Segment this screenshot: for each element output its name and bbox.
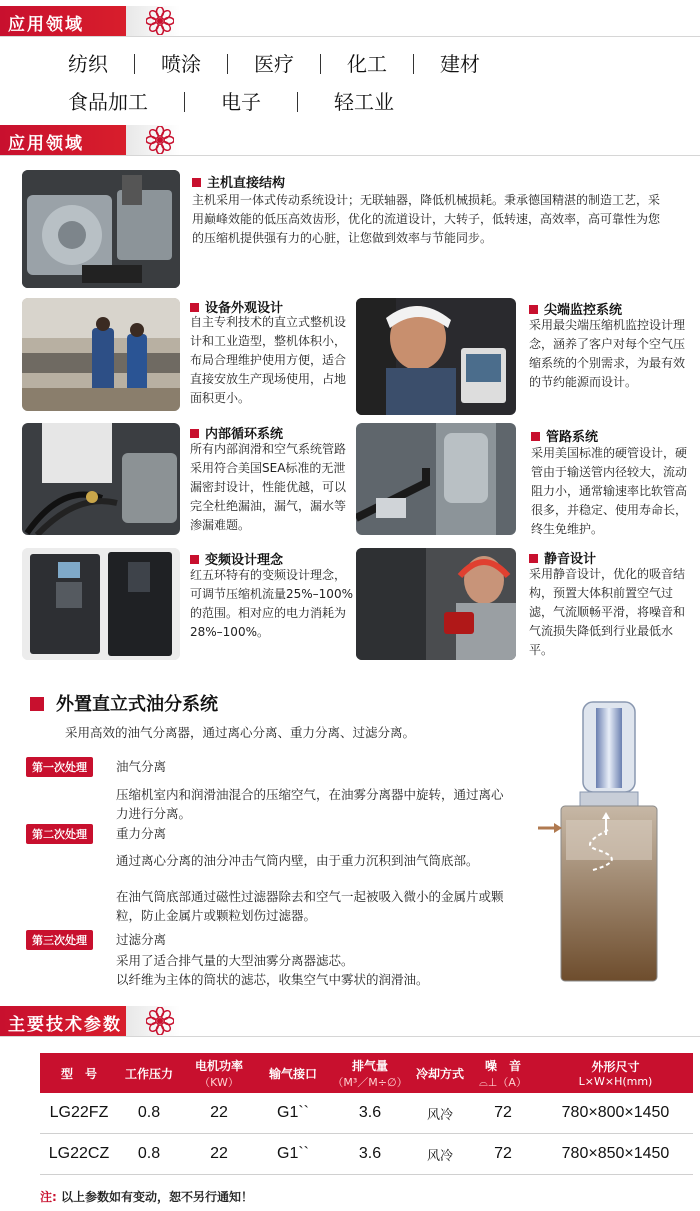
application-item: 喷涂 (161, 52, 201, 76)
flower-ornament-icon (146, 126, 174, 154)
stage-tag: 第二次处理 (26, 824, 93, 844)
feature-text: 红五环特有的变频设计理念，可调节压缩机流量25%–100%的范围。相对应的电力消耗为28%–100%。 (190, 568, 353, 639)
feature-title: 变频设计理念 (190, 549, 283, 568)
footnote (40, 1188, 253, 1205)
section-header-features (0, 125, 180, 155)
feature-text: 自主专利技术的直立式整机设计和工业造型，整机体积小，布局合理维护使用方便，适合直接安放生产现场使用，占地面积更小。 (190, 315, 347, 405)
feature-title: 内部循环系统 (190, 423, 283, 442)
feature-title: 尖端监控系统 (529, 299, 622, 318)
factory-photo (22, 298, 180, 411)
stage-name: 油气分离 (116, 759, 167, 774)
application-item: 电子 (221, 90, 261, 114)
table-cell: 3.6 (328, 1134, 412, 1175)
divider (0, 155, 700, 156)
table-cell: 风冷 (412, 1134, 468, 1175)
table-cell: LG22FZ (40, 1093, 118, 1134)
footnote-text: 以上参数如有变动，恕不另行通知！ (61, 1190, 254, 1204)
application-item: 食品加工 (68, 90, 148, 114)
feature-title: 静音设计 (529, 548, 596, 567)
table-row (40, 1134, 693, 1175)
section-title: 主要技术参数 (8, 1015, 122, 1035)
application-item: 纺织 (68, 52, 108, 76)
column-header: 工作压力 (118, 1053, 180, 1093)
stage-description: 在油气筒底部通过磁性过滤器除去和空气一起被吸入微小的金属片或颗粒，防止金属片或颗粒划伤过滤器。 (116, 889, 504, 923)
section-title: 应用领域 (8, 15, 84, 35)
divider (0, 1036, 700, 1037)
table-cell: 0.8 (118, 1093, 180, 1134)
feature-title: 主机直接结构 (192, 172, 285, 191)
table-cell: 780×800×1450 (538, 1093, 693, 1134)
column-header: 电机功率 （KW） (180, 1053, 258, 1093)
application-item: 轻工业 (334, 90, 394, 114)
pipe-system-photo (356, 423, 516, 535)
internal-piping-photo (22, 423, 180, 535)
applications-row-2 (68, 86, 394, 115)
table-cell: G1`` (258, 1134, 328, 1175)
stage-name: 过滤分离 (116, 932, 167, 947)
column-header: 噪 音 ⌓⊥（A） (468, 1053, 538, 1093)
table-cell: 72 (468, 1134, 538, 1175)
table-cell: 22 (180, 1134, 258, 1175)
table-cell: G1`` (258, 1093, 328, 1134)
compressor-unit-photo (22, 170, 180, 288)
monitoring-photo (356, 298, 516, 415)
feature-text: 采用静音设计，优化的吸音结构，预置大体积前置空气过滤，气流顺畅平滑，将噪音和气流损失降低到行业最低水平。 (529, 567, 686, 657)
table-row (40, 1093, 693, 1134)
oil-separator-diagram (538, 700, 668, 985)
divider (0, 36, 700, 37)
feature-text: 采用最尖端压缩机监控设计理念，涵养了客户对每个空气压缩系统的个别需求，为最有效的节约能源而设计。 (529, 318, 686, 389)
column-header: 排气量 （M³／M÷∅） (328, 1053, 412, 1093)
stage-tag: 第三次处理 (26, 930, 93, 950)
application-item: 医疗 (254, 52, 294, 76)
column-header: 外形尺寸 L×W×H(mm) (538, 1053, 693, 1093)
flower-ornament-icon (146, 7, 174, 35)
table-cell: 72 (468, 1093, 538, 1134)
stage-description: 通过离心分离的油分冲击气筒内壁，由于重力沉积到油气筒底部。 (116, 853, 479, 868)
oil-separator-title: 外置直立式油分系统 (30, 690, 218, 716)
feature-title: 设备外观设计 (190, 297, 283, 316)
column-header: 输气接口 (258, 1053, 328, 1093)
footnote-label: 注: (40, 1190, 57, 1204)
spec-table (40, 1053, 693, 1175)
silent-design-photo (356, 548, 516, 660)
stage-description: 以纤维为主体的筒状的滤芯，收集空气中雾状的润滑油。 (116, 972, 429, 987)
column-header: 型 号 (40, 1053, 118, 1093)
table-cell: LG22CZ (40, 1134, 118, 1175)
inverter-photo (22, 548, 180, 660)
table-cell: 风冷 (412, 1093, 468, 1134)
feature-text: 主机采用一体式传动系统设计；无联轴器，降低机械损耗。秉承德国精湛的制造工艺，采用巅峰效能的低压高效齿形，优化的流道设计，大转子，低转速，高效率，高可靠性为您的压缩机提供强有力的心脏，让您做到效率与节能同步。 (192, 193, 661, 245)
oil-separator-intro: 采用高效的油气分离器，通过离心分离、重力分离、过滤分离。 (65, 725, 416, 740)
table-cell: 780×850×1450 (538, 1134, 693, 1175)
stage-name: 重力分离 (116, 826, 167, 841)
application-item: 化工 (347, 52, 387, 76)
stage-tag: 第一次处理 (26, 757, 93, 777)
applications-row-1 (68, 48, 480, 77)
feature-text: 采用美国标准的硬管设计，硬管由于输送管内径较大，流动阻力小，通常输速率比软管高很多，并稳定、使用寿命长，终生免维护。 (531, 446, 688, 536)
spec-table-header-row (40, 1053, 693, 1093)
section-title: 应用领域 (8, 134, 84, 154)
application-item: 建材 (440, 52, 480, 76)
table-cell: 3.6 (328, 1093, 412, 1134)
feature-text: 所有内部润滑和空气系统管路采用符合美国SEA标准的无泄漏密封设计，性能优越，可以完全杜绝漏油，漏气，漏水等渗漏难题。 (190, 442, 347, 532)
section-header-applications (0, 6, 180, 36)
feature-title: 管路系统 (531, 426, 598, 445)
column-header: 冷却方式 (412, 1053, 468, 1093)
stage-description: 压缩机室内和润滑油混合的压缩空气，在油雾分离器中旋转，通过离心力进行分离。 (116, 787, 504, 821)
flower-ornament-icon (146, 1007, 174, 1035)
table-cell: 0.8 (118, 1134, 180, 1175)
table-cell: 22 (180, 1093, 258, 1134)
section-header-specs (0, 1006, 180, 1036)
stage-description: 采用了适合排气量的大型油雾分离器滤芯。 (116, 953, 354, 968)
